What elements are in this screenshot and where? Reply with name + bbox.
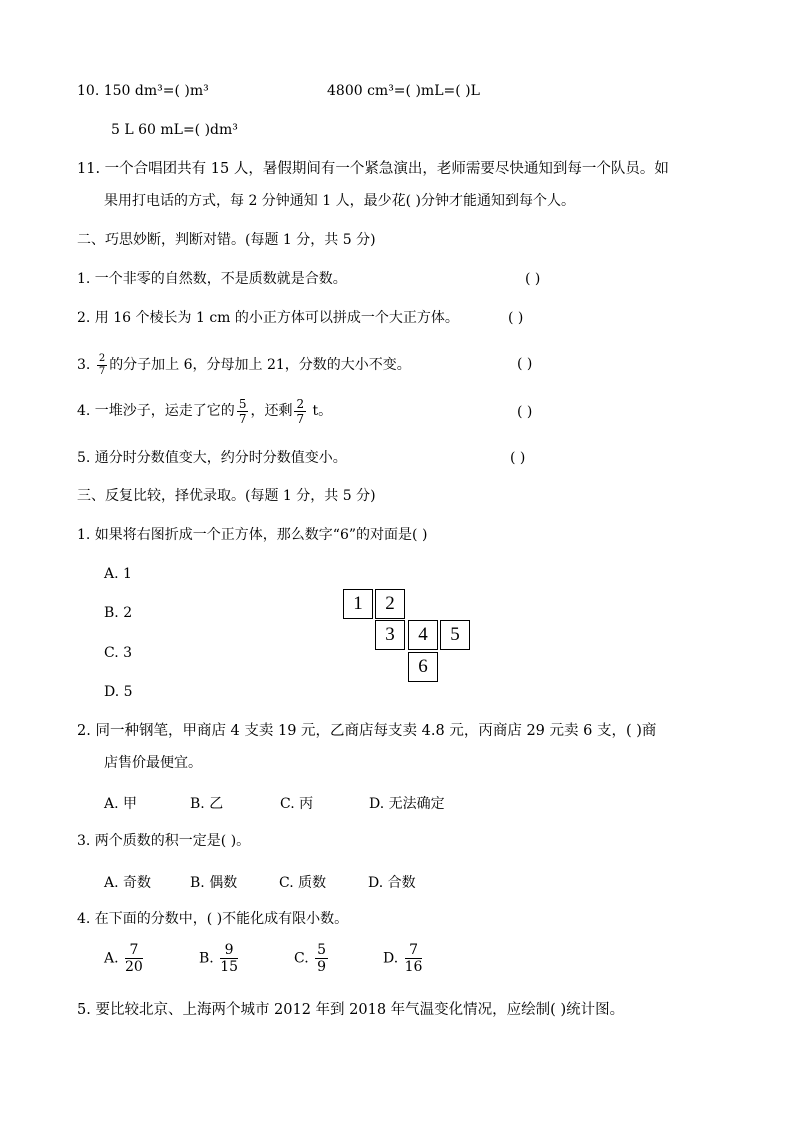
fraction-9-15: $\frac{9}{15}$ <box>220 942 239 975</box>
q11-line2: 果用打电话的方式，每 2 分钟通知 1 人，最少花( )分钟才能通知到每个人。 <box>104 193 575 209</box>
s3-q2-line2: 店售价最便宜。 <box>104 755 202 771</box>
s2-q4-mid: ，还剩 <box>250 403 293 419</box>
s3-q2-option-a[interactable]: A. 甲 <box>104 796 138 812</box>
fraction-5-7: $\frac{5}{7}$ <box>238 396 247 426</box>
s3-q2-line1: 2. 同一种钢笔，甲商店 4 支卖 19 元，乙商店每支卖 4.8 元，丙商店 29 元卖 6 支，( )商 <box>77 723 657 739</box>
section2-heading: 二、巧思妙断，判断对错。(每题 1 分，共 5 分) <box>77 232 376 248</box>
s3-q4-option-c[interactable]: C. $\frac{5}{9}$ <box>294 942 327 975</box>
s2-q3-prefix: 3. <box>77 357 95 373</box>
s3-q1-text: 1. 如果将右图折成一个正方体，那么数字“6”的对面是( ) <box>77 527 428 543</box>
s2-q3-text <box>77 350 411 380</box>
s2-q3-suffix: 的分子加上 6，分母加上 21，分数的大小不变。 <box>109 357 411 373</box>
fraction-5-9: $\frac{5}{9}$ <box>317 942 327 975</box>
net-cell-6: 6 <box>408 652 438 682</box>
s3-q1-option-a[interactable]: A. 1 <box>104 566 132 582</box>
net-cell-2: 2 <box>375 589 405 619</box>
s3-q2-option-c[interactable]: C. 丙 <box>280 796 314 812</box>
s3-q3-option-d[interactable]: D. 合数 <box>368 875 416 891</box>
s2-q5-text: 5. 通分时分数值变大，约分时分数值变小。 <box>77 450 347 466</box>
fraction-7-20: $\frac{7}{20}$ <box>125 942 143 975</box>
s3-q5-text: 5. 要比较北京、上海两个城市 2012 年到 2018 年气温变化情况，应绘制( )统计图。 <box>77 1002 625 1018</box>
s3-q4-text: 4. 在下面的分数中，( )不能化成有限小数。 <box>77 911 349 927</box>
q10-line1-part1: 10. 150 dm³=( )m³ <box>77 83 209 99</box>
q10-line1-part2: 4800 cm³=( )mL=( )L <box>327 83 480 99</box>
s2-q4-answer-paren: ( ) <box>517 404 533 420</box>
s2-q4-text <box>77 395 332 427</box>
s3-q1-option-b[interactable]: B. 2 <box>104 605 133 621</box>
net-cell-3: 3 <box>375 620 405 650</box>
fraction-7-16: $\frac{7}{16}$ <box>404 942 423 975</box>
s2-q2-answer-paren: ( ) <box>508 310 524 326</box>
s3-q3-option-a[interactable]: A. 奇数 <box>104 875 152 891</box>
fraction-2-7: $\frac{2}{7}$ <box>98 352 106 377</box>
s2-q2-text: 2. 用 16 个棱长为 1 cm 的小正方体可以拼成一个大正方体。 <box>77 310 459 326</box>
section3-heading: 三、反复比较，择优录取。(每题 1 分，共 5 分) <box>77 488 376 504</box>
s2-q4-prefix: 4. 一堆沙子，运走了它的 <box>77 403 235 419</box>
s3-q3-text: 3. 两个质数的积一定是( )。 <box>77 833 251 849</box>
s3-q4-option-d[interactable]: D. $\frac{7}{16}$ <box>383 942 423 975</box>
s3-q4-option-b[interactable]: B. $\frac{9}{15}$ <box>199 942 239 975</box>
q11-line1: 11. 一个合唱团共有 15 人，暑假期间有一个紧急演出，老师需要尽快通知到每一个队员。如 <box>77 161 669 177</box>
s3-q1-option-d[interactable]: D. 5 <box>104 684 133 700</box>
s3-q1-option-c[interactable]: C. 3 <box>104 645 133 661</box>
net-cell-5: 5 <box>440 620 470 650</box>
s3-q4-option-a[interactable]: A. $\frac{7}{20}$ <box>104 942 143 975</box>
fraction-2-7: $\frac{2}{7}$ <box>296 396 305 426</box>
s2-q1-text: 1. 一个非零的自然数，不是质数就是合数。 <box>77 271 347 287</box>
s2-q1-answer-paren: ( ) <box>525 271 541 287</box>
q10-line2: 5 L 60 mL=( )dm³ <box>111 122 238 138</box>
s3-q2-option-b[interactable]: B. 乙 <box>190 796 224 812</box>
s3-q3-option-b[interactable]: B. 偶数 <box>190 875 238 891</box>
s3-q3-option-c[interactable]: C. 质数 <box>279 875 327 891</box>
s2-q3-answer-paren: ( ) <box>517 356 533 372</box>
s3-q2-option-d[interactable]: D. 无法确定 <box>369 796 445 812</box>
s2-q5-answer-paren: ( ) <box>510 450 526 466</box>
net-cell-1: 1 <box>343 589 373 619</box>
net-cell-4: 4 <box>408 620 438 650</box>
s2-q4-suffix: t。 <box>308 403 333 419</box>
